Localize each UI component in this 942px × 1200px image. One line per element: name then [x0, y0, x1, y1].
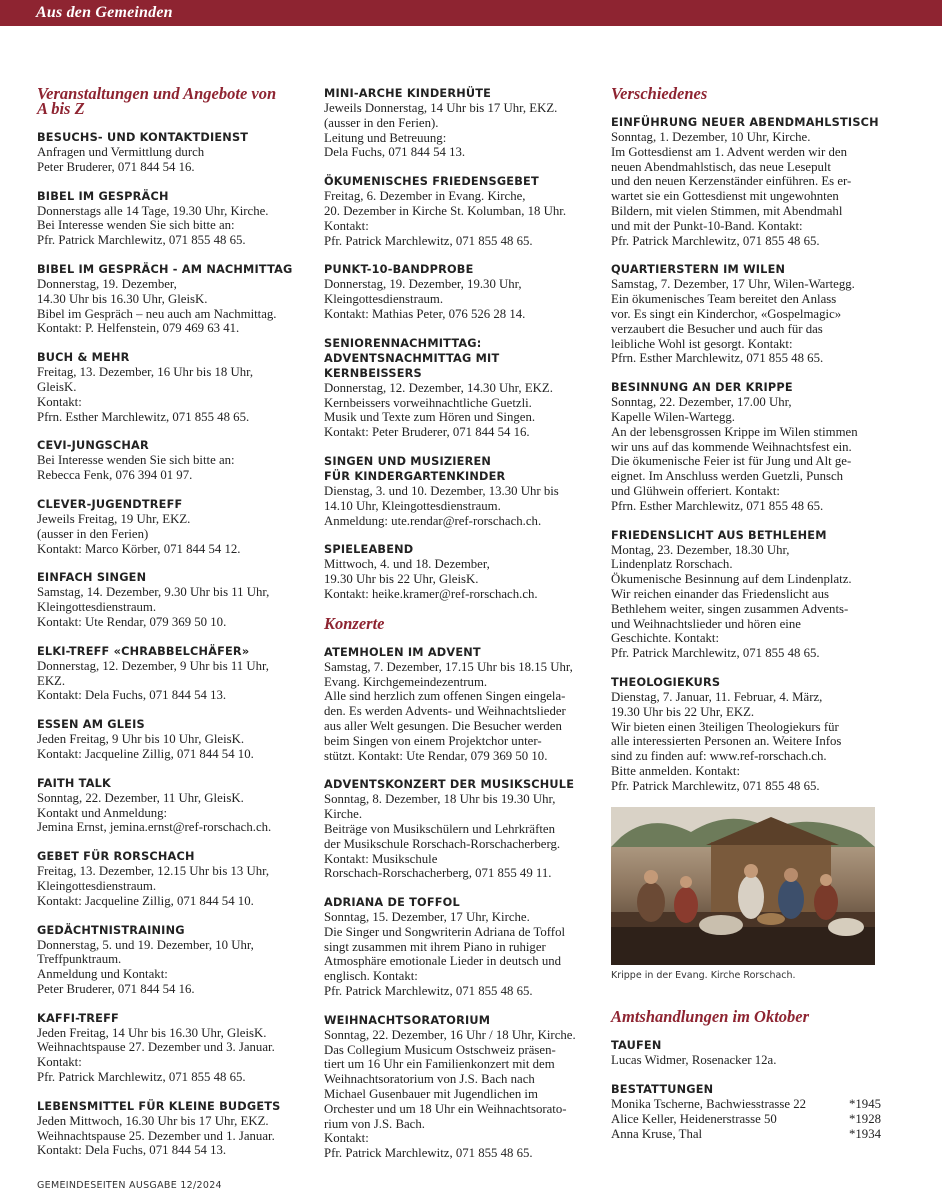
burial-year: *1945 — [849, 1097, 881, 1112]
entry-title: LEBENSMITTEL FÜR KLEINE BUDGETS — [37, 1099, 281, 1113]
entry-body: Donnerstag, 12. Dezember, 9 Uhr bis 11 Uhr, EKZ. Kontakt: Dela Fuchs, 071 844 54 13. — [37, 658, 269, 703]
entry-title: ATEMHOLEN IM ADVENT — [324, 645, 481, 659]
entry-title: BESTATTUNGEN — [611, 1083, 714, 1097]
column-1 — [37, 86, 299, 1172]
entry — [37, 923, 299, 997]
entry-body: Sonntag, 22. Dezember, 17.00 Uhr, Kapelle Wilen-Wartegg. An der lebensgrossen Krippe im Wilen stimmen wir uns auf das kommende Weihnachtsfest ein. Die ökumenische Feier ist für Jung und Alt ge- eignet. Im Anschluss werden Guetzli, Punsch und Glühwein offeriert. Kontakt: Pfrn. Esther Marchlewitz, 071 855 48 65. — [611, 395, 858, 513]
entry-body: Jeweils Donnerstag, 14 Uhr bis 17 Uhr, EKZ. (ausser in den Ferien). Leitung und Betreuung: Dela Fuchs, 071 844 54 13. — [324, 101, 558, 160]
entry-title: WEIHNACHTSORATORIUM — [324, 1013, 491, 1027]
entry — [611, 675, 881, 794]
entry — [324, 777, 586, 881]
entry-title: BUCH & MEHR — [37, 351, 130, 365]
entry-body: Sonntag, 22. Dezember, 11 Uhr, GleisK. Kontakt und Anmeldung: Jemina Ernst, jemina.ernst@ref-rorschach.ch. — [37, 790, 272, 835]
section-title-konzerte: Konzerte — [324, 613, 385, 633]
entry-title: THEOLOGIEKURS — [611, 675, 721, 689]
entry — [324, 86, 586, 160]
entry — [611, 380, 881, 513]
entry-title: BIBEL IM GESPRÄCH — [37, 189, 169, 203]
burial-list — [611, 1097, 881, 1141]
entry — [37, 644, 299, 703]
entry-bestattungen — [611, 1082, 881, 1141]
burial-name: Monika Tscherne, Bachwiesstrasse 22 — [611, 1097, 807, 1112]
entry-body: Jeweils Freitag, 19 Uhr, EKZ. (ausser in den Ferien) Kontakt: Marco Körber, 071 844 54 12. — [37, 511, 241, 556]
entry-list — [37, 130, 299, 1158]
entry-title: BESINNUNG AN DER KRIPPE — [611, 381, 793, 395]
entry-title: FAITH TALK — [37, 776, 111, 790]
entry — [37, 1011, 299, 1085]
nativity-scene-image — [611, 807, 875, 965]
entry — [37, 262, 299, 336]
entry — [37, 438, 299, 483]
entry-title: TAUFEN — [611, 1039, 662, 1053]
section-title-amtshandlungen: Amtshandlungen im Oktober — [611, 1007, 810, 1027]
entry-title: KAFFI-TREFF — [37, 1011, 119, 1025]
entry-body: Jeden Freitag, 9 Uhr bis 10 Uhr, GleisK. Kontakt: Jacqueline Zillig, 071 844 54 10. — [37, 732, 254, 761]
concert-list — [324, 645, 586, 1161]
entry-title: ADRIANA DE TOFFOL — [324, 896, 460, 910]
entry-title: FRIEDENSLICHT AUS BETHLEHEM — [611, 528, 827, 542]
photo-caption: Krippe in der Evang. Kirche Rorschach. — [611, 970, 796, 982]
entry — [324, 895, 586, 999]
entry-body: Samstag, 7. Dezember, 17.15 Uhr bis 18.15 Uhr, Evang. Kirchgemeindezentrum. Alle sind herzlich zum offenen Singen eingela- den. Es werden Advents- und Weihnachtslieder aus aller Welt gesungen. Die Besucher werden beim Singen von einem Projektchor unter- stützt. Kontakt: Ute Rendar, 079 369 50 10. — [324, 659, 573, 763]
entry-body: Freitag, 6. Dezember in Evang. Kirche, 20. Dezember in Kirche St. Kolumban, 18 Uhr. Kontakt: Pfr. Patrick Marchlewitz, 071 855 48 65. — [324, 189, 567, 248]
entry — [37, 776, 299, 835]
entry — [324, 645, 586, 764]
entry-title: EINFÜHRUNG NEUER ABENDMAHLSTISCH — [611, 116, 879, 129]
entry-body: Freitag, 13. Dezember, 12.15 Uhr bis 13 Uhr, Kleingottesdienstraum. Kontakt: Jacqueline Zillig, 071 844 54 10. — [37, 864, 270, 908]
entry-list — [611, 115, 881, 793]
entry-taufen — [611, 1038, 881, 1068]
entry — [324, 262, 586, 321]
entry-body: Bei Interesse wenden Sie sich bitte an: Rebecca Fenk, 076 394 01 97. — [37, 453, 235, 483]
entry-body: Mittwoch, 4. und 18. Dezember, 19.30 Uhr bis 22 Uhr, GleisK. Kontakt: heike.kramer@ref-rorschach.ch. — [324, 557, 538, 601]
entry — [611, 528, 881, 661]
entry — [37, 189, 299, 248]
footer-issue: GEMEINDESEITEN AUSGABE 12/2024 — [37, 1180, 222, 1191]
entry-title: SINGEN UND MUSIZIEREN FÜR KINDERGARTENKINDER — [324, 454, 506, 483]
entry-title: SPIELEABEND — [324, 543, 414, 557]
entry-body: Montag, 23. Dezember, 18.30 Uhr, Lindenplatz Rorschach. Ökumenische Besinnung auf dem Lindenplatz. Wir reichen einander das Friedenslicht aus Bethlehem weiter, singen zusammen Advents- und Weihnachtslieder und hören eine Geschichte. Kontakt: Pfr. Patrick Marchlewitz, 071 855 48 65. — [611, 542, 852, 661]
entry-title: GEDÄCHTNISTRAINING — [37, 923, 185, 937]
burial-row — [611, 1112, 881, 1127]
header-title: Aus den Gemeinden — [36, 4, 173, 21]
entry-title: MINI-ARCHE KINDERHÜTE — [324, 87, 492, 100]
entry-body: Anfragen und Vermittlung durch Peter Bruderer, 071 844 54 16. — [37, 145, 205, 174]
entry-body: Sonntag, 1. Dezember, 10 Uhr, Kirche. Im Gottesdienst am 1. Advent werden wir den neuen Abendmahlstisch, das neue Lesepult und den neuen Kerzenständer einführen. Es er- wartet sie ein Gottesdienst mit ungewohnten Bildern, mit vielen Stimmen, mit Abendmahl und mit der Punkt-10-Band. Kontakt: Pfr. Patrick Marchlewitz, 071 855 48 65. — [611, 130, 852, 248]
column-2 — [324, 86, 586, 1175]
entry-title: ESSEN AM GLEIS — [37, 718, 145, 732]
entry-title: QUARTIERSTERN IM WILEN — [611, 263, 786, 277]
burial-year: *1934 — [849, 1126, 881, 1141]
entry-body: Sonntag, 22. Dezember, 16 Uhr / 18 Uhr, Kirche. Das Collegium Musicum Ostschweiz präsen- tiert um 16 Uhr ein Familienkonzert mit dem Weihnachtsoratorium von J.S. Bach nach Michael Gusenbauer mit Jugendlichen im Orchester und um 18 Uhr ein Weihnachtsorato- rium von J.S. Bach. Kontakt: Pfr. Patrick Marchlewitz, 071 855 48 65. — [324, 1027, 576, 1161]
entry-title: GEBET FÜR RORSCHACH — [37, 850, 195, 864]
section-title-verschiedenes: Verschiedenes — [611, 84, 708, 103]
entry — [324, 454, 586, 528]
entry-title: ADVENTSKONZERT DER MUSIKSCHULE — [324, 778, 575, 792]
entry-body: Donnerstag, 19. Dezember, 19.30 Uhr, Kleingottesdienstraum. Kontakt: Mathias Peter, 076 526 28 14. — [324, 277, 526, 321]
entry-title: ÖKUMENISCHES FRIEDENSGEBET — [324, 175, 539, 189]
entry — [37, 849, 299, 908]
section-title-veranstaltungen: Veranstaltungen und Angebote von A bis Z — [37, 84, 277, 118]
header-bar — [0, 0, 942, 26]
entry-body: Samstag, 14. Dezember, 9.30 Uhr bis 11 Uhr, Kleingottesdienstraum. Kontakt: Ute Rendar, 079 369 50 10. — [37, 585, 270, 629]
entry-body: Dienstag, 7. Januar, 11. Februar, 4. März, 19.30 Uhr bis 22 Uhr, EKZ. Wir bieten einen 3teiligen Theologiekurs für alle interessierten Personen an. Weitere Infos sind zu finden auf: www.ref-rorschach.ch. Bitte anmelden. Kontakt: Pfr. Patrick Marchlewitz, 071 855 48 65. — [611, 689, 842, 793]
entry-title: PUNKT-10-BANDPROBE — [324, 263, 474, 277]
entry — [324, 336, 586, 440]
entry-body: Donnerstag, 12. Dezember, 14.30 Uhr, EKZ. Kernbeissers vorweihnachtliche Guetzli. Musik und Texte zum Hören und Singen. Kontakt: Peter Bruderer, 071 844 54 16. — [324, 380, 553, 440]
burial-name: Alice Keller, Heidenerstrasse 50 — [611, 1112, 777, 1127]
entry — [611, 262, 881, 366]
burial-year: *1928 — [849, 1112, 881, 1127]
entry-body: Samstag, 7. Dezember, 17 Uhr, Wilen-Wartegg. Ein ökumenisches Team bereitet den Anlass vor. Es singt ein Kinderchor, «Gospelmagic» verzaubert die Besucher und auch für das leibliche Wohl ist gesorgt. Kontakt: Pfrn. Esther Marchlewitz, 071 855 48 65. — [611, 277, 855, 366]
entry-body: Donnerstag, 19. Dezember, 14.30 Uhr bis 16.30 Uhr, GleisK. Bibel im Gespräch – neu auch am Nachmittag. Kontakt: P. Helfenstein, 079 469 63 41. — [37, 276, 277, 336]
entry — [324, 174, 586, 248]
entry-title: BIBEL IM GESPRÄCH - AM NACHMITTAG — [37, 262, 293, 276]
entry-list — [324, 86, 586, 602]
burial-row — [611, 1097, 881, 1112]
entry-body: Jeden Mittwoch, 16.30 Uhr bis 17 Uhr, EKZ. Weihnachtspause 25. Dezember und 1. Januar. Kontakt: Dela Fuchs, 071 844 54 13. — [37, 1113, 275, 1158]
entry-title: SENIORENNACHMITTAG: ADVENTSNACHMITTAG MIT KERNBEISSERS — [324, 336, 500, 380]
entry-body: Sonntag, 15. Dezember, 17 Uhr, Kirche. Die Singer und Songwriterin Adriana de Toffol singt zusammen mit ihrem Piano in ruhiger Atmosphäre emotionale Lieder in deutsch und englisch. Kontakt: Pfr. Patrick Marchlewitz, 071 855 48 65. — [324, 910, 566, 999]
column-3 — [611, 86, 881, 1156]
entry-body: Sonntag, 8. Dezember, 18 Uhr bis 19.30 Uhr, Kirche. Beiträge von Musikschülern und Lehrkräften der Musikschule Rorschach-Rorschacherberg. Kontakt: Musikschule Rorschach-Rorschacherberg, 071 855 49 11. — [324, 792, 561, 881]
entry — [37, 1099, 299, 1158]
entry-body: Freitag, 13. Dezember, 16 Uhr bis 18 Uhr, GleisK. Kontakt: Pfrn. Esther Marchlewitz, 071 855 48 65. — [37, 365, 254, 424]
entry — [611, 115, 881, 248]
entry-title: CEVI-JUNGSCHAR — [37, 439, 149, 453]
entry-body: Dienstag, 3. und 10. Dezember, 13.30 Uhr bis 14.10 Uhr, Kleingottesdienstraum. Anmeldung: ute.rendar@ref-rorschach.ch. — [324, 483, 559, 528]
burial-name: Anna Kruse, Thal — [611, 1126, 703, 1141]
entry-title: CLEVER-JUGENDTREFF — [37, 497, 183, 511]
entry-title: ELKI-TREFF «CHRABBELCHÄFER» — [37, 644, 250, 658]
entry — [324, 542, 586, 601]
entry-body: Donnerstags alle 14 Tage, 19.30 Uhr, Kirche. Bei Interesse wenden Sie sich bitte an: Pfr. Patrick Marchlewitz, 071 855 48 65. — [37, 203, 269, 248]
entry — [37, 717, 299, 762]
burial-row — [611, 1127, 881, 1142]
entry — [37, 570, 299, 629]
entry — [37, 130, 299, 175]
entry — [324, 1013, 586, 1161]
entry — [37, 350, 299, 424]
entry-body: Donnerstag, 5. und 19. Dezember, 10 Uhr, Treffpunktraum. Anmeldung und Kontakt: Peter Bruderer, 071 844 54 16. — [37, 937, 254, 996]
nativity-photo — [611, 807, 875, 965]
entry-body: Lucas Widmer, Rosenacker 12a. — [611, 1053, 777, 1068]
entry-title: EINFACH SINGEN — [37, 571, 147, 585]
entry-body: Jeden Freitag, 14 Uhr bis 16.30 Uhr, GleisK. Weihnachtspause 27. Dezember und 3. Januar. Kontakt: Pfr. Patrick Marchlewitz, 071 855 48 65. — [37, 1025, 275, 1085]
entry-title: BESUCHS- UND KONTAKTDIENST — [37, 131, 249, 144]
entry — [37, 497, 299, 556]
